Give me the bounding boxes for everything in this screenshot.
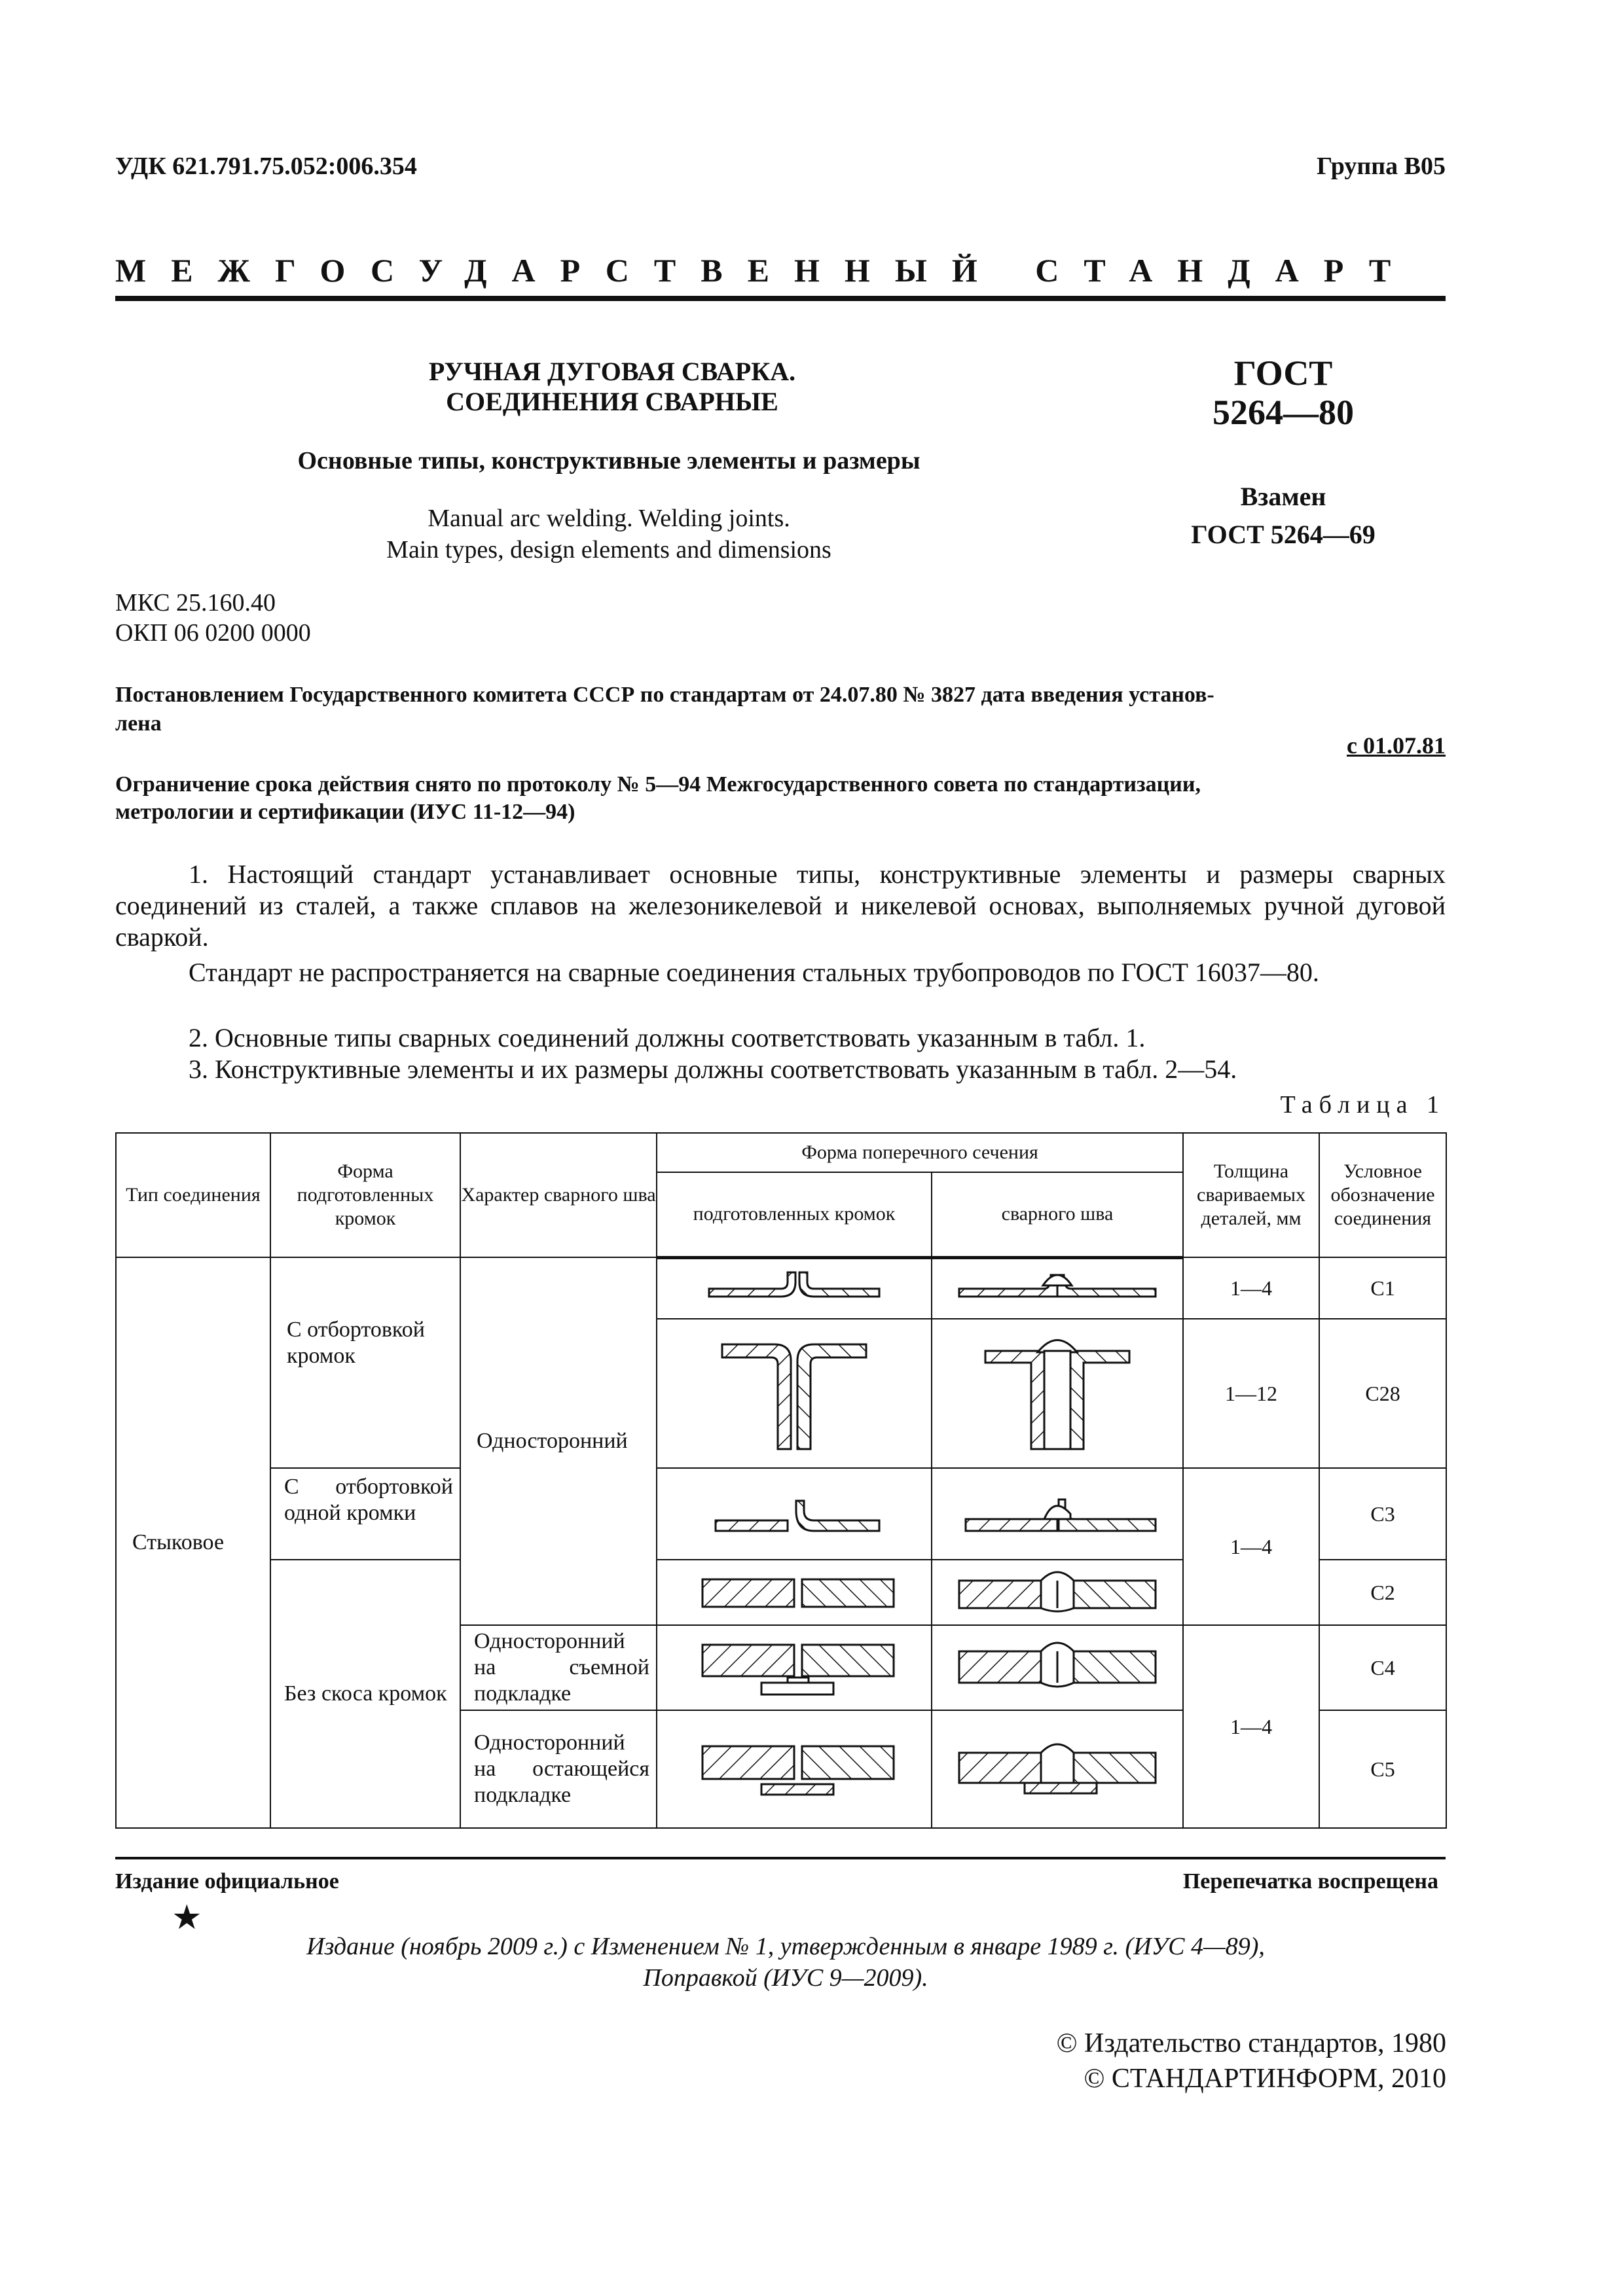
gost-label: ГОСТ (1233, 353, 1333, 393)
header-edge-form: Форма подготовленных кромок (270, 1133, 460, 1257)
table-1 (115, 1132, 1447, 1829)
decree-line-2: лена (115, 711, 162, 736)
limit-line-2: метрологии и сертификации (ИУС 11-12—94) (115, 800, 575, 824)
weld-char-one-sided: Односторонний (460, 1257, 657, 1625)
thickness-c3-c2: 1—4 (1183, 1468, 1319, 1625)
sketch-c5-weld (932, 1710, 1183, 1828)
edge-form-flanged: С отбортовкой кромок (270, 1257, 460, 1468)
title-block (301, 357, 923, 417)
code-c5: С5 (1319, 1710, 1446, 1828)
sketch-c28-edges (657, 1319, 932, 1468)
standard-banner: МЕЖГОСУДАРСТВЕННЫЙ СТАНДАРТ (115, 252, 1416, 289)
thickness-c1: 1—4 (1183, 1257, 1319, 1319)
gost-number (1113, 353, 1453, 432)
header-section-form: Форма поперечного сечения (657, 1133, 1183, 1172)
header-joint-type: Тип соединения (116, 1133, 270, 1257)
reprint-prohibited: Перепечатка воспрещена (1182, 1869, 1438, 1893)
header-weld-seam: сварного шва (932, 1172, 1183, 1257)
english-title-line-1: Manual arc welding. Welding joints. (428, 505, 790, 532)
code-c1: С1 (1319, 1257, 1446, 1319)
weld-char-permanent-backing: Односторонний на остающейся подкладке (460, 1710, 657, 1828)
title-line-2: СОЕДИНЕНИЯ СВАРНЫЕ (446, 387, 778, 416)
edition-note (131, 1931, 1440, 1994)
english-title-line-2: Main types, design elements and dimensions (386, 536, 831, 564)
subtitle: Основные типы, конструктивные элементы и размеры (297, 447, 921, 475)
replaces-label: Взамен (1240, 482, 1326, 511)
official-edition: Издание официальное (115, 1869, 339, 1893)
mks-code: МКС 25.160.40 (115, 589, 276, 617)
weld-char-removable-backing: Односторонний на съемной подкладке (460, 1625, 657, 1710)
thickness-c28: 1—12 (1183, 1319, 1319, 1468)
udk-code: УДК 621.791.75.052:006.354 (115, 152, 417, 180)
limit-line-1: Ограничение срока действия снято по протоколу № 5—94 Межгосударственного совета по стандартизации, (115, 772, 1201, 797)
footer-rule (115, 1857, 1446, 1859)
paragraph-3: 2. Основные типы сварных соединений должны соответствовать указанным в табл. 1. (189, 1023, 1146, 1052)
replaces-block (1113, 478, 1453, 554)
sketch-c2-edges (657, 1560, 932, 1625)
code-c2: С2 (1319, 1560, 1446, 1625)
sketch-c3-weld (932, 1468, 1183, 1560)
sketch-c5-edges (657, 1710, 932, 1828)
limit-removed (115, 771, 1451, 826)
gost-code: 5264—80 (1213, 393, 1354, 432)
table-caption: Таблица 1 (1280, 1091, 1446, 1119)
introduction-date: с 01.07.81 (1347, 732, 1446, 759)
code-c4: С4 (1319, 1625, 1446, 1710)
header-prepared-edges: подготовленных кромок (657, 1172, 932, 1257)
header-thickness: Толщина свариваемых деталей, мм (1183, 1133, 1319, 1257)
thickness-c4-c5: 1—4 (1183, 1625, 1319, 1828)
sketch-c1-edges (657, 1257, 932, 1319)
copyright-line-2: © СТАНДАРТИНФОРМ, 2010 (1084, 2064, 1446, 2094)
copyright (1057, 2026, 1446, 2096)
paragraph-4: 3. Конструктивные элементы и их размеры должны соответствовать указанным в табл. 2—54. (189, 1054, 1237, 1084)
classification-codes (115, 588, 311, 648)
edition-line-1: Издание (ноябрь 2009 г.) с Изменением № 1, утвержденным в январе 1989 г. (ИУС 4—89), (306, 1933, 1265, 1960)
sketch-c1-weld (932, 1257, 1183, 1319)
banner-rule (115, 296, 1446, 301)
sketch-c4-weld (932, 1625, 1183, 1710)
paragraph-1: 1. Настоящий стандарт устанавливает основные типы, конструктивные элементы и размеры сварных соединений из сталей, а также сплавов на железоникелевой и никелевой основах, выполняемых ручной дуговой сваркой. (115, 859, 1446, 952)
sketch-c4-edges (657, 1625, 932, 1710)
edge-form-no-bevel: Без скоса кромок (270, 1560, 460, 1828)
header-designation: Условное обозначение соединения (1319, 1133, 1446, 1257)
group-code: Группа В05 (1316, 152, 1446, 180)
star-icon: ★ (172, 1899, 202, 1937)
paragraph-2: Стандарт не распространяется на сварные соединения стальных трубопроводов по ГОСТ 16037—80. (189, 958, 1319, 987)
code-c28: С28 (1319, 1319, 1446, 1468)
decree-line-1: Постановлением Государственного комитета СССР по стандартам от 24.07.80 № 3827 дата введения установ- (115, 683, 1214, 707)
copyright-line-1: © Издательство стандартов, 1980 (1056, 2028, 1446, 2058)
edge-form-one-flanged: С отбортовкой одной кромки (270, 1468, 460, 1560)
title-line-1: РУЧНАЯ ДУГОВАЯ СВАРКА. (428, 357, 796, 386)
header-weld-char: Характер сварного шва (460, 1133, 657, 1257)
sketch-c3-edges (657, 1468, 932, 1560)
okp-code: ОКП 06 0200 0000 (115, 619, 311, 647)
sketch-c2-weld (932, 1560, 1183, 1625)
replaces-gost: ГОСТ 5264—69 (1191, 520, 1376, 549)
sketch-c28-weld (932, 1319, 1183, 1468)
english-title (249, 503, 969, 565)
edition-line-2: Поправкой (ИУС 9—2009). (643, 1964, 928, 1992)
decree-text (115, 681, 1446, 738)
code-c3: С3 (1319, 1468, 1446, 1560)
joint-type-cell: Стыковое (116, 1257, 270, 1828)
